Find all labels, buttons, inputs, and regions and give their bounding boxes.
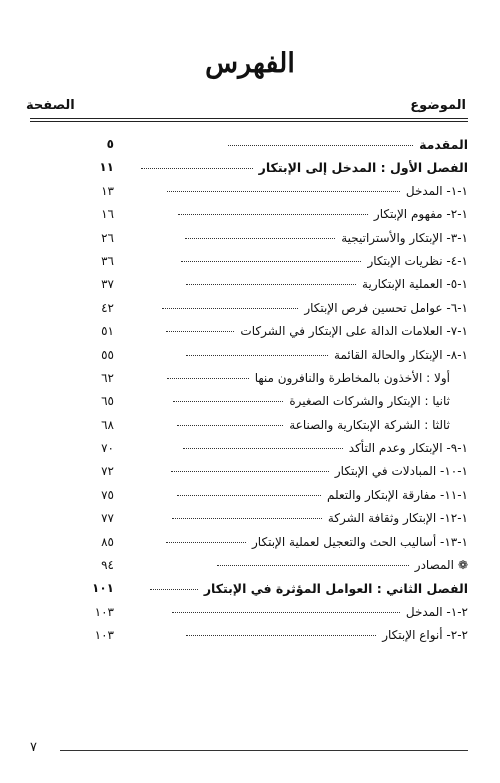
toc-entry-title: ١-١٣- أساليب الحث والتعجيل لعملية الإبتكار <box>252 534 468 549</box>
flower-bullet-icon: ❁ <box>457 558 468 573</box>
dot-leader <box>186 634 376 636</box>
toc-entry-title-group <box>166 605 468 619</box>
toc-entry[interactable] <box>30 367 468 390</box>
toc-entry-title: ١-٥- العملية الإبتكارية <box>362 277 468 292</box>
dot-leader <box>141 167 253 169</box>
toc-entry-page-number: ٤٢ <box>101 300 114 315</box>
toc-entry-page-number: ٣٧ <box>101 277 114 292</box>
toc-entry-title-group <box>165 464 468 478</box>
dot-leader <box>183 447 343 449</box>
toc-entry-page-number: ١٦ <box>101 207 114 222</box>
toc-entry[interactable] <box>30 273 468 296</box>
footer-page-number: ٧ <box>30 740 37 755</box>
page-column-header: الصفحة <box>26 98 75 113</box>
toc-entry-page-number: ٦٥ <box>101 394 114 409</box>
toc-entry-page-number: ١١ <box>99 160 114 175</box>
toc-entry[interactable] <box>30 624 468 647</box>
dot-leader <box>228 144 413 146</box>
dot-leader <box>167 377 249 379</box>
dot-leader <box>217 564 409 566</box>
dot-leader <box>181 260 361 262</box>
toc-entry-title: ٢-٢- أنواع الإبتكار <box>382 628 468 643</box>
toc-entry[interactable] <box>30 484 468 507</box>
toc-entry-title: ١-١١- مفارقة الإبتكار والتعلم <box>327 487 468 502</box>
dot-leader <box>172 611 400 613</box>
dot-leader <box>173 400 283 402</box>
toc-entry-page-number: ٥٥ <box>101 347 114 362</box>
toc-entry-title: ١-٩- الإبتكار وعدم التأكد <box>348 441 468 456</box>
toc-entry[interactable] <box>30 250 468 273</box>
toc-entry-title: المقدمة <box>419 137 468 152</box>
toc-entry-title: ١-٣- الإبتكار والأستراتيجية <box>341 230 468 245</box>
footer-divider <box>60 750 468 751</box>
dot-leader <box>178 213 368 215</box>
toc-entry-page-number: ١٠٣ <box>94 628 114 643</box>
toc-entry-page-number: ٢٦ <box>101 230 114 245</box>
toc-entry-page-number: ٧٢ <box>101 464 114 479</box>
dot-leader <box>171 470 329 472</box>
toc-entry-page-number: ٥١ <box>101 324 114 339</box>
toc-entry-title-group <box>222 137 468 152</box>
toc-entry[interactable] <box>30 531 468 554</box>
toc-entry-title-group <box>180 348 468 362</box>
toc-entry-title-group <box>161 371 450 385</box>
toc-entry[interactable] <box>30 390 468 413</box>
dot-leader <box>150 588 198 590</box>
toc-entry-title-group <box>180 277 468 291</box>
toc-entry-page-number: ٦٨ <box>101 417 114 432</box>
toc-entry-title: ١-٦- عوامل تحسين فرص الإبتكار <box>304 300 468 315</box>
toc-entry-title: الفصل الثاني : العوامل المؤثرة في الإبتكار <box>203 581 468 597</box>
toc-entry-title-group <box>171 488 468 502</box>
toc-entry[interactable] <box>30 180 468 203</box>
toc-entry-title: ١-٤- نظريات الإبتكار <box>367 253 468 268</box>
dot-leader <box>167 190 400 192</box>
toc-entry-title: ٢-١- المدخل <box>405 604 468 619</box>
dot-leader <box>186 354 328 356</box>
toc-entry-title-group <box>171 418 450 432</box>
dot-leader <box>166 541 246 543</box>
table-of-contents <box>30 133 468 648</box>
dot-leader <box>185 237 335 239</box>
toc-entry-title: ١-٧- العلامات الدالة على الإبتكار في الشركات <box>240 324 468 339</box>
toc-entry[interactable] <box>30 507 468 530</box>
toc-entry-title: ١-١٢- الإبتكار وثقافة الشركة <box>327 511 468 526</box>
toc-entry[interactable] <box>30 320 468 343</box>
toc-entry-title-group <box>177 441 468 455</box>
toc-entry-page-number: ٨٥ <box>101 534 114 549</box>
toc-entry-title-group <box>160 324 468 338</box>
toc-entry-title-group <box>172 207 468 221</box>
toc-entry-title-group <box>180 628 468 642</box>
toc-entry-title: ١-١٠- المبادلات في الإبتكار <box>334 464 468 479</box>
dot-leader <box>162 307 298 309</box>
toc-entry[interactable] <box>30 344 468 367</box>
toc-entry-title-group <box>156 301 468 315</box>
toc-entry[interactable] <box>30 414 468 437</box>
toc-entry-title: ١-٨- الإبتكار والحالة القائمة <box>334 347 468 362</box>
subject-column-header: الموضوع <box>410 98 466 113</box>
toc-entry[interactable] <box>30 460 468 483</box>
toc-entry-title-group <box>135 160 468 175</box>
toc-entry-title-group <box>175 254 468 268</box>
header-divider <box>30 118 468 119</box>
dot-leader <box>177 494 321 496</box>
toc-entry[interactable] <box>30 156 468 179</box>
toc-entry-title-group <box>160 535 468 549</box>
column-headers <box>26 98 466 118</box>
toc-entry-title-group <box>166 511 468 525</box>
toc-entry-page-number: ٦٢ <box>101 370 114 385</box>
toc-entry[interactable] <box>30 437 468 460</box>
toc-entry[interactable] <box>30 203 468 226</box>
toc-entry-title: ١-١- المدخل <box>405 183 468 198</box>
toc-entry-title: المصادر <box>414 558 454 573</box>
toc-entry-title: ثانيا : الإبتكار والشركات الصغيرة <box>289 394 450 409</box>
toc-entry-page-number: ١٠٣ <box>94 604 114 619</box>
toc-entry-title: الفصل الأول : المدخل إلى الإبتكار <box>258 160 468 176</box>
header-divider-double <box>30 121 468 122</box>
dot-leader <box>172 517 322 519</box>
toc-entry-title-group <box>167 394 450 408</box>
toc-entry-page-number: ٧٥ <box>101 487 114 502</box>
toc-entry[interactable] <box>30 227 468 250</box>
toc-entry-title: أولا : الأخذون بالمخاطرة والنافرون منها <box>254 370 450 385</box>
toc-entry-page-number: ٧٠ <box>101 441 114 456</box>
toc-entry-title-group <box>161 184 468 198</box>
toc-entry[interactable] <box>30 577 468 600</box>
toc-entry[interactable] <box>30 133 468 156</box>
toc-entry[interactable] <box>30 554 468 577</box>
toc-entry-page-number: ٩٤ <box>101 558 114 573</box>
toc-entry-title-group <box>144 581 468 596</box>
page-title: الفهرس <box>205 48 295 79</box>
toc-entry-title-group <box>179 231 468 245</box>
toc-entry-page-number: ٥ <box>106 137 114 151</box>
toc-entry[interactable] <box>30 601 468 624</box>
toc-entry-page-number: ١٠١ <box>92 581 114 596</box>
toc-entry-title: ثالثا : الشركة الإبتكارية والصناعة <box>289 417 450 432</box>
toc-entry-title-group <box>211 558 468 572</box>
toc-entry[interactable] <box>30 297 468 320</box>
toc-entry-page-number: ١٣ <box>101 183 114 198</box>
toc-entry-page-number: ٣٦ <box>101 253 114 268</box>
dot-leader <box>177 424 283 426</box>
dot-leader <box>186 283 356 285</box>
toc-entry-page-number: ٧٧ <box>101 511 114 526</box>
toc-entry-title: ١-٢- مفهوم الإبتكار <box>373 207 468 222</box>
dot-leader <box>166 330 234 332</box>
